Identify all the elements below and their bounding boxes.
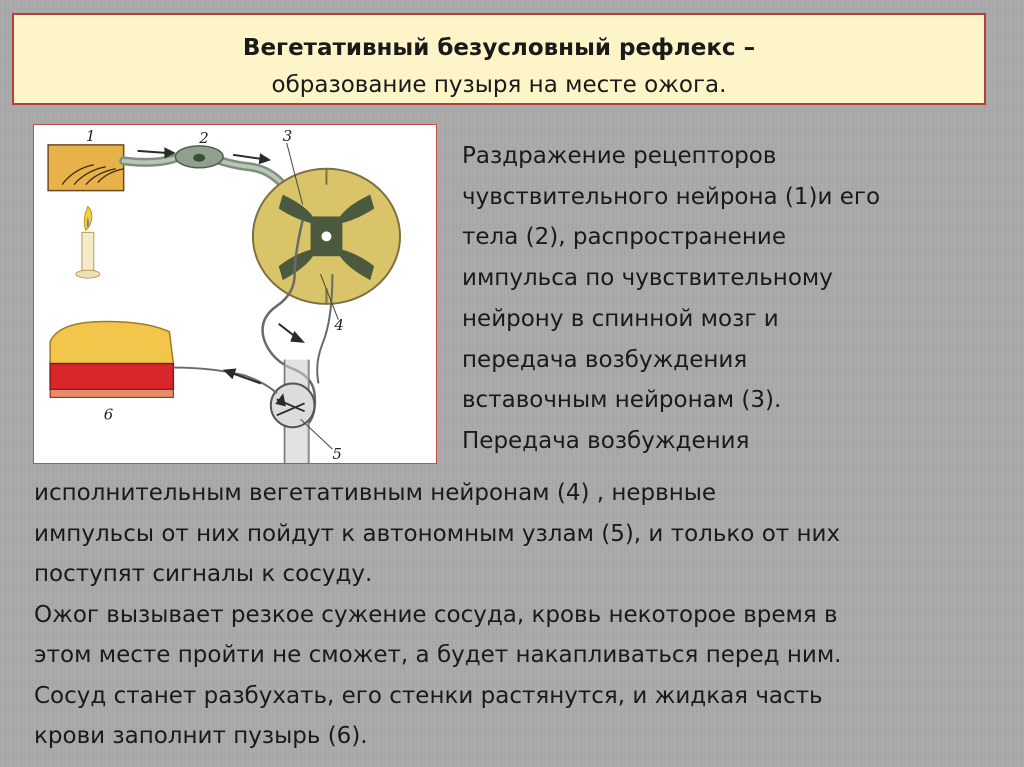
candle-icon: [76, 207, 100, 279]
title-box: [12, 13, 986, 105]
text-line: Сосуд станет разбухать, его стенки растянутся, и жидкая часть: [34, 682, 823, 709]
label-4: 4: [334, 315, 344, 334]
text-line: Раздражение рецепторов: [462, 143, 777, 169]
text-line: этом месте пройти не сможет, а будет накапливаться перед ним.: [34, 642, 842, 668]
label-1: 1: [85, 126, 96, 145]
description-bottom-block: [34, 473, 1014, 757]
text-line: Передача возбуждения: [462, 427, 750, 454]
title-subheading: образование пузыря на месте ожога.: [271, 72, 727, 98]
text-line: исполнительным вегетативным нейронам (4) , нервные: [34, 480, 717, 506]
text-line: нейрону в спинной мозг и: [462, 305, 779, 332]
label-3: 3: [282, 126, 293, 145]
blister-skin-block: [50, 322, 173, 398]
text-line: тела (2), распространение: [462, 224, 786, 251]
title-heading: Вегетативный безусловный рефлекс –: [242, 35, 756, 61]
text-line: передача возбуждения: [462, 346, 748, 373]
text-line: импульса по чувствительному: [462, 265, 833, 292]
reflex-arc-illustration: [33, 124, 437, 464]
reflex-arc-drawing: [34, 125, 436, 463]
text-line: поступят сигналы к сосуду.: [34, 561, 373, 587]
text-line: крови заполнит пузырь (6).: [34, 723, 368, 749]
text-line: чувствительного нейрона (1)и его: [462, 183, 881, 210]
description-right-column: [462, 136, 1002, 462]
label-2: 2: [199, 128, 209, 147]
spinal-cord-section: [253, 169, 400, 304]
text-line: импульсы от них пойдут к автономным узлам (5), и только от них: [34, 520, 841, 547]
text-line: вставочным нейронам (3).: [462, 387, 782, 414]
label-6: 6: [103, 405, 114, 424]
text-line: Ожог вызывает резкое сужение сосуда, кровь некоторое время в: [34, 601, 838, 628]
label-5: 5: [332, 445, 342, 463]
impulse-arrows-efferent: [279, 324, 303, 342]
